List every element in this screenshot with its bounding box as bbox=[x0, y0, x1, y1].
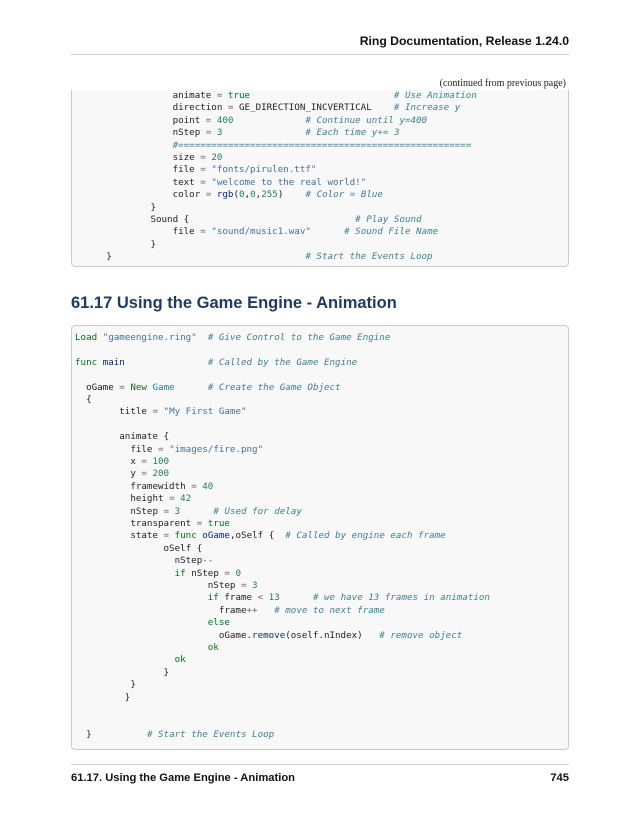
code-line bbox=[75, 592, 490, 604]
code-token: New bbox=[130, 381, 147, 393]
code-token: else bbox=[207, 617, 230, 629]
code-line bbox=[75, 679, 136, 691]
code-token bbox=[73, 90, 173, 101]
code-token: 3 bbox=[252, 580, 258, 591]
code-line bbox=[73, 214, 422, 226]
code-line bbox=[75, 481, 213, 493]
code-token: x bbox=[130, 456, 136, 467]
code-line bbox=[73, 90, 477, 102]
code-token: nStep bbox=[185, 567, 225, 579]
code-block-continued bbox=[71, 90, 569, 267]
code-token: } bbox=[124, 691, 131, 703]
code-line bbox=[75, 406, 247, 418]
code-token: # Color = Blue bbox=[305, 189, 383, 201]
code-token: 400 bbox=[216, 114, 234, 126]
code-line bbox=[73, 239, 156, 251]
code-token: # Increase y bbox=[393, 102, 461, 114]
code-token: animate bbox=[172, 90, 212, 101]
code-token bbox=[75, 394, 86, 405]
code-token: = bbox=[211, 90, 228, 101]
code-token bbox=[75, 654, 175, 665]
code-token: 0 bbox=[250, 189, 256, 201]
code-token bbox=[73, 189, 173, 200]
code-token: (oself.nIndex) bbox=[285, 629, 363, 641]
code-token bbox=[75, 580, 208, 591]
code-token: oGame bbox=[86, 381, 114, 393]
code-line bbox=[73, 189, 383, 201]
code-line bbox=[75, 642, 219, 654]
code-token: -- bbox=[202, 555, 214, 567]
code-token: # we have 13 frames in animation bbox=[312, 592, 490, 604]
code-token: true bbox=[227, 90, 251, 101]
code-token: # move to next frame bbox=[274, 604, 385, 616]
code-token: #===================================================== bbox=[172, 139, 472, 151]
code-token: point bbox=[172, 114, 201, 126]
code-token: } bbox=[150, 201, 156, 213]
code-line bbox=[75, 617, 230, 629]
code-token: = bbox=[194, 176, 212, 188]
code-line bbox=[73, 164, 316, 176]
code-line bbox=[73, 102, 460, 114]
code-token: "gameengine.ring" bbox=[102, 332, 197, 343]
code-token bbox=[75, 592, 208, 603]
code-token bbox=[73, 177, 173, 188]
code-token: rgb bbox=[216, 189, 234, 201]
code-token: main bbox=[102, 356, 125, 368]
code-token: nStep bbox=[172, 127, 201, 139]
code-token: = bbox=[222, 102, 239, 114]
code-token: animate { bbox=[119, 431, 170, 443]
code-token: } bbox=[106, 251, 112, 263]
section-heading: 61.17 Using the Game Engine - Animation bbox=[71, 294, 397, 312]
code-line bbox=[73, 226, 438, 238]
code-token: 3 bbox=[174, 505, 181, 517]
code-token: # Continue until y=400 bbox=[305, 114, 428, 126]
code-token: = bbox=[113, 381, 131, 393]
code-line bbox=[75, 382, 341, 394]
code-token: ,oSelf { bbox=[229, 530, 286, 542]
code-token: "fonts/pirulen.ttf" bbox=[211, 164, 317, 176]
code-token bbox=[75, 729, 86, 740]
code-token: # Start the Events Loop bbox=[305, 251, 433, 263]
code-token: = bbox=[135, 456, 153, 467]
code-token: } bbox=[130, 679, 136, 691]
code-token bbox=[92, 729, 147, 740]
code-line bbox=[75, 530, 446, 542]
code-line bbox=[75, 667, 169, 679]
code-token bbox=[75, 543, 164, 554]
code-line bbox=[75, 518, 230, 530]
code-token: Load bbox=[75, 332, 98, 343]
code-token bbox=[73, 115, 173, 126]
code-token: ++ bbox=[246, 604, 258, 616]
code-line bbox=[73, 127, 399, 139]
code-token: # Give Control to the Game Engine bbox=[207, 332, 391, 343]
code-token bbox=[75, 667, 164, 678]
code-line bbox=[75, 493, 191, 505]
footer-section-title: 61.17. Using the Game Engine - Animation bbox=[71, 772, 296, 784]
code-token: = bbox=[235, 580, 253, 591]
code-token bbox=[75, 617, 208, 628]
code-token: "sound/music1.wav" bbox=[211, 226, 311, 238]
code-token bbox=[372, 102, 394, 113]
code-token: title bbox=[119, 406, 147, 418]
code-token bbox=[75, 555, 175, 566]
code-token bbox=[73, 152, 173, 163]
code-token: func bbox=[75, 356, 98, 368]
code-token: = bbox=[200, 127, 217, 139]
code-token: nStep bbox=[207, 580, 236, 591]
code-token: } bbox=[150, 238, 156, 250]
code-token: remove bbox=[252, 629, 286, 641]
code-line bbox=[73, 177, 366, 189]
code-token: = bbox=[194, 164, 212, 176]
page-number: 745 bbox=[550, 772, 569, 784]
code-token: # Called by engine each frame bbox=[285, 530, 446, 542]
code-token: # Create the Game Object bbox=[207, 381, 341, 393]
code-token: oGame. bbox=[218, 629, 253, 641]
code-line bbox=[73, 140, 471, 152]
code-token bbox=[75, 692, 125, 703]
code-line bbox=[73, 152, 222, 164]
code-token bbox=[75, 493, 130, 504]
code-token: ok bbox=[207, 642, 219, 653]
code-token: frame bbox=[218, 604, 247, 616]
code-line bbox=[75, 456, 169, 468]
code-token: } bbox=[86, 728, 92, 740]
code-token: = bbox=[158, 505, 175, 517]
code-token: nStep bbox=[130, 505, 158, 517]
code-token: 42 bbox=[180, 493, 192, 505]
code-token bbox=[73, 202, 150, 213]
code-token bbox=[75, 518, 130, 529]
code-token bbox=[250, 90, 394, 101]
code-token: "images/fire.png" bbox=[169, 443, 264, 455]
code-token: Sound bbox=[150, 214, 179, 225]
code-line bbox=[73, 202, 156, 214]
code-token: y bbox=[130, 468, 136, 480]
code-token: file bbox=[172, 226, 195, 238]
code-token: , bbox=[244, 189, 251, 201]
code-token: func bbox=[174, 530, 197, 542]
code-token: , bbox=[255, 189, 262, 201]
code-token: < bbox=[257, 592, 264, 604]
code-token bbox=[75, 630, 219, 641]
code-token: 255 bbox=[261, 189, 278, 201]
code-token: = bbox=[194, 226, 212, 238]
code-token bbox=[75, 406, 119, 417]
code-token: = bbox=[200, 114, 217, 126]
code-token: = bbox=[224, 567, 230, 579]
code-token bbox=[75, 679, 130, 690]
code-token: nStep bbox=[174, 555, 203, 567]
code-line bbox=[75, 506, 302, 518]
code-token: state bbox=[130, 530, 158, 542]
code-token bbox=[197, 332, 208, 343]
code-line bbox=[75, 630, 462, 642]
code-line bbox=[75, 543, 202, 555]
code-token: Game bbox=[152, 381, 175, 393]
code-line bbox=[75, 468, 169, 480]
code-token bbox=[112, 251, 306, 262]
code-token: = bbox=[200, 189, 217, 201]
code-token: direction bbox=[172, 102, 223, 114]
code-token: framewidth bbox=[130, 480, 186, 492]
code-token: oSelf { bbox=[163, 542, 203, 554]
code-token: "welcome to the real world!" bbox=[211, 176, 367, 188]
code-token: = bbox=[163, 493, 181, 505]
code-token: = bbox=[146, 406, 164, 418]
code-token bbox=[75, 506, 130, 517]
code-token: if bbox=[174, 567, 186, 579]
code-token bbox=[75, 456, 130, 467]
code-token: GE_DIRECTION_INCVERTICAL bbox=[238, 102, 372, 114]
code-token: text bbox=[172, 176, 195, 188]
code-token bbox=[233, 115, 305, 126]
code-token: # Play Sound bbox=[355, 214, 422, 225]
code-token bbox=[75, 568, 175, 579]
code-token bbox=[258, 605, 275, 616]
page-header bbox=[71, 32, 569, 55]
code-token bbox=[73, 239, 150, 250]
code-token bbox=[280, 592, 313, 603]
code-token: = bbox=[185, 480, 203, 492]
code-token: = bbox=[152, 443, 170, 455]
code-token: # remove object bbox=[379, 629, 463, 641]
code-token bbox=[75, 382, 86, 393]
code-token bbox=[73, 214, 150, 225]
code-token: { bbox=[86, 394, 92, 405]
code-token bbox=[73, 164, 173, 175]
code-token bbox=[75, 530, 130, 541]
code-token: color bbox=[172, 189, 201, 201]
code-token bbox=[73, 127, 173, 138]
code-token: 100 bbox=[152, 456, 170, 467]
code-block-animation-example bbox=[71, 325, 569, 750]
code-token: ( bbox=[233, 189, 240, 201]
code-token bbox=[222, 127, 305, 138]
code-token: = bbox=[191, 518, 208, 529]
code-token: # Start the Events Loop bbox=[146, 728, 275, 740]
code-token: { bbox=[178, 214, 190, 225]
code-token: = bbox=[135, 468, 153, 480]
code-line bbox=[73, 251, 433, 263]
code-token bbox=[75, 605, 219, 616]
code-token: file bbox=[130, 443, 153, 455]
code-token bbox=[311, 226, 344, 237]
code-line bbox=[75, 580, 258, 592]
code-token bbox=[75, 431, 119, 442]
code-token: # Called by the Game Engine bbox=[207, 356, 358, 368]
code-token: file bbox=[172, 164, 195, 176]
code-token: if bbox=[207, 592, 219, 604]
code-line bbox=[75, 654, 186, 666]
code-token bbox=[73, 226, 173, 237]
code-token bbox=[180, 506, 213, 517]
code-line bbox=[75, 555, 213, 567]
code-token: transparent bbox=[130, 518, 192, 529]
code-token bbox=[189, 214, 355, 225]
code-token: size bbox=[172, 152, 195, 163]
code-line bbox=[75, 394, 92, 406]
code-token: height bbox=[130, 493, 164, 505]
code-token bbox=[175, 382, 208, 393]
code-token: = bbox=[158, 530, 175, 542]
code-token: 3 bbox=[216, 127, 223, 139]
code-token: frame bbox=[218, 592, 258, 604]
code-token bbox=[75, 468, 130, 479]
code-token: # Sound File Name bbox=[344, 226, 439, 238]
code-token bbox=[363, 630, 380, 641]
code-token: = bbox=[194, 152, 212, 163]
code-token bbox=[125, 357, 208, 368]
continued-note: (continued from previous page) bbox=[439, 78, 566, 89]
code-line bbox=[75, 431, 169, 443]
code-line bbox=[75, 332, 390, 344]
code-token bbox=[73, 102, 173, 113]
code-line bbox=[75, 692, 130, 704]
document-title: Ring Documentation, Release 1.24.0 bbox=[359, 34, 569, 48]
code-token: 40 bbox=[202, 480, 214, 492]
code-token bbox=[75, 444, 130, 455]
code-line bbox=[75, 729, 274, 741]
code-line bbox=[75, 357, 357, 369]
code-token: 0 bbox=[235, 567, 242, 579]
code-token: 13 bbox=[268, 592, 280, 604]
code-token: # Each time y+= 3 bbox=[305, 127, 400, 139]
code-token bbox=[73, 140, 173, 151]
code-line bbox=[75, 568, 241, 580]
code-token: # Used for delay bbox=[213, 505, 302, 517]
code-line bbox=[75, 605, 385, 617]
code-token bbox=[75, 481, 130, 492]
code-token: "My First Game" bbox=[163, 406, 247, 418]
page-footer bbox=[71, 764, 569, 785]
code-token: ok bbox=[174, 654, 186, 666]
code-token bbox=[75, 642, 208, 653]
code-token: 0 bbox=[239, 189, 245, 201]
code-line bbox=[73, 115, 427, 127]
code-token: } bbox=[163, 666, 170, 678]
code-token: ) bbox=[277, 189, 284, 201]
code-token: true bbox=[207, 518, 230, 529]
code-line bbox=[75, 444, 263, 456]
code-token bbox=[283, 189, 305, 200]
code-token bbox=[73, 251, 106, 262]
code-token: 20 bbox=[211, 152, 223, 163]
code-token: # Use Animation bbox=[393, 90, 477, 101]
code-token: 200 bbox=[152, 468, 170, 480]
code-token: oGame bbox=[202, 530, 230, 542]
